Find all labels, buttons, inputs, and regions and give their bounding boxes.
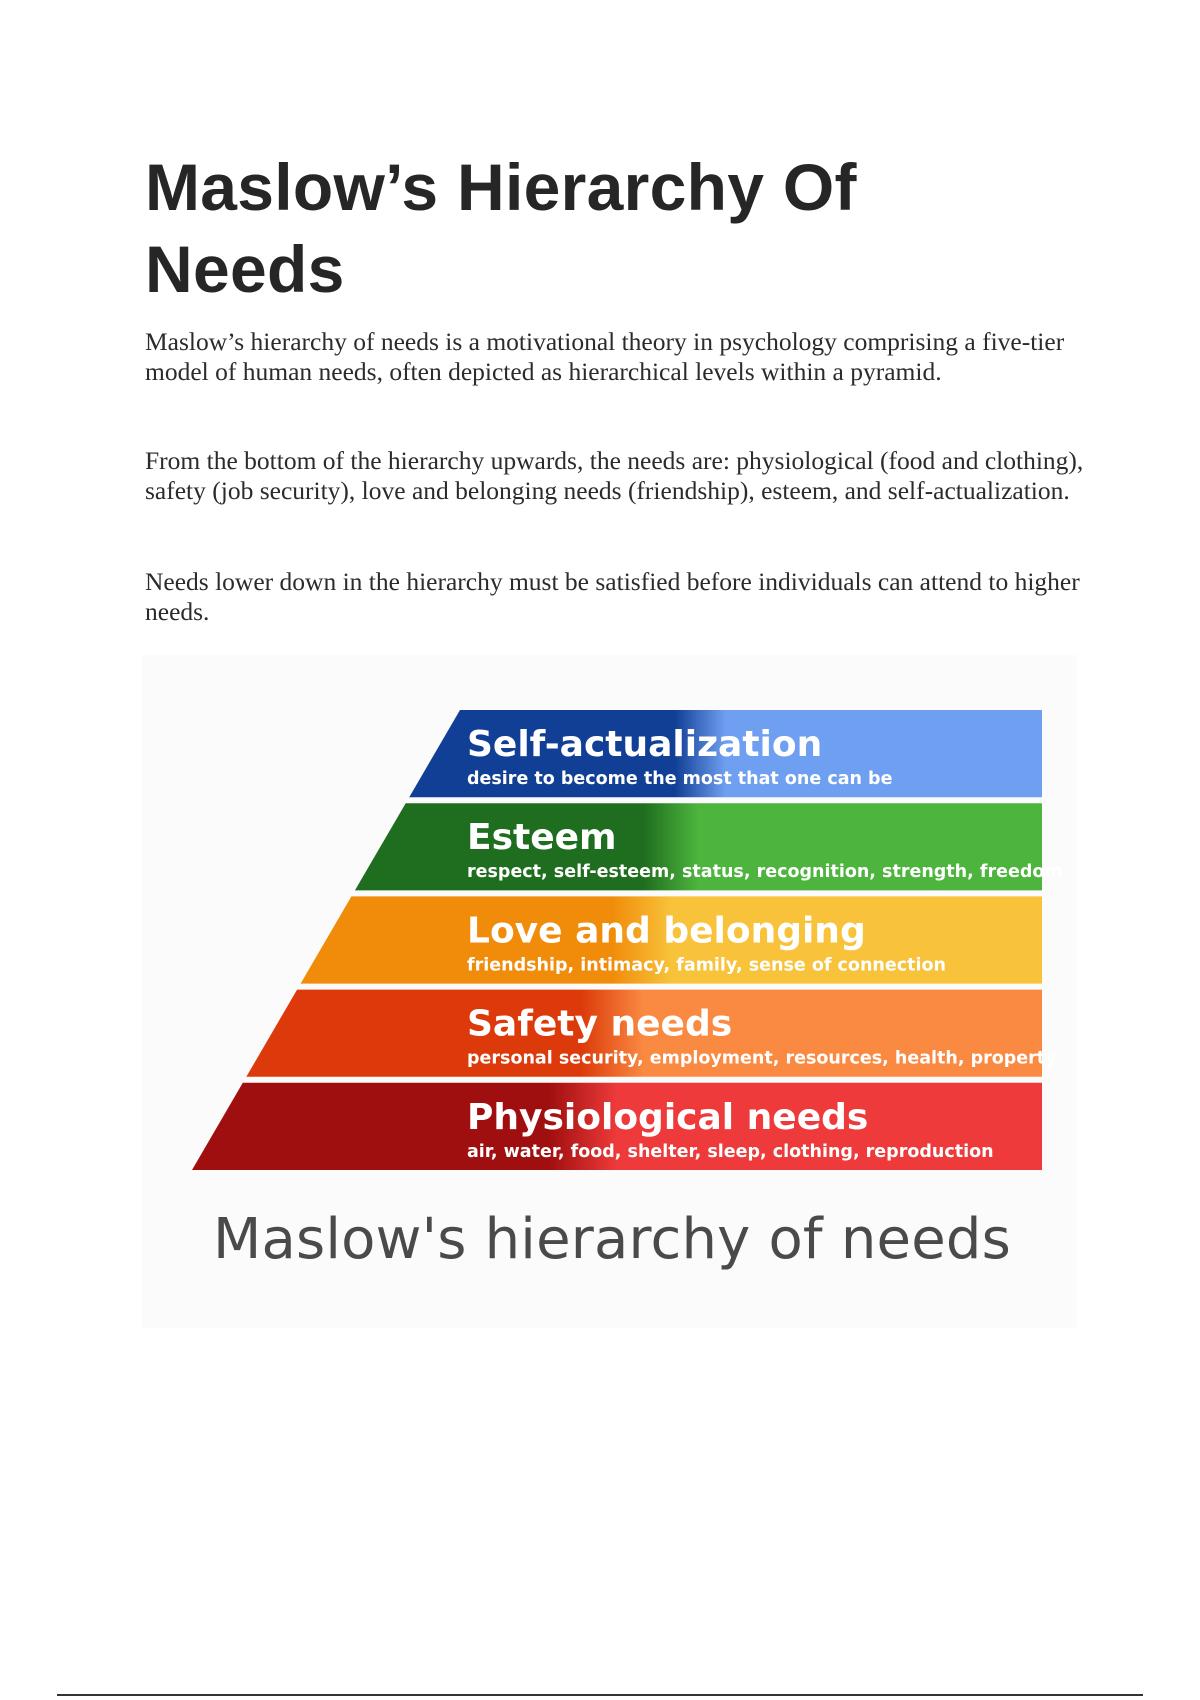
pyramid-graphic xyxy=(142,655,1077,1215)
tier-description: desire to become the most that one can be xyxy=(467,769,893,789)
tier-title: Esteem xyxy=(467,817,617,859)
footer-divider xyxy=(57,1694,1143,1696)
tier-description: friendship, intimacy, family, sense of connection xyxy=(467,955,946,976)
tier-title: Physiological needs xyxy=(467,1096,869,1138)
figure-caption: Maslow's hierarchy of needs xyxy=(213,1207,1011,1272)
intro-paragraph: Maslow’s hierarchy of needs is a motivational theory in psychology comprising a five-tier model of human needs, often depicted as hierarchical levels within a pyramid. xyxy=(145,327,1065,386)
tier-description: air, water, food, shelter, sleep, clothing, reproduction xyxy=(467,1141,994,1162)
tier-title: Safety needs xyxy=(467,1003,733,1045)
maslow-pyramid-figure xyxy=(142,655,1077,1328)
satisfaction-paragraph: Needs lower down in the hierarchy must be satisfied before individuals can attend to higher needs. xyxy=(145,567,1080,626)
page-title: Maslow’s Hierarchy Of Needs xyxy=(145,150,857,306)
needs-order-paragraph: From the bottom of the hierarchy upwards, the needs are: physiological (food and clothing), safety (job security), love and belonging needs (friendship), esteem, and self-actualization. xyxy=(145,446,1084,505)
tier-description: respect, self-esteem, status, recognition, strength, freedom xyxy=(467,862,1063,883)
tier-title: Self-actualization xyxy=(467,724,823,765)
tier-description: personal security, employment, resources, health, property xyxy=(467,1048,1057,1069)
tier-title: Love and belonging xyxy=(467,910,866,952)
